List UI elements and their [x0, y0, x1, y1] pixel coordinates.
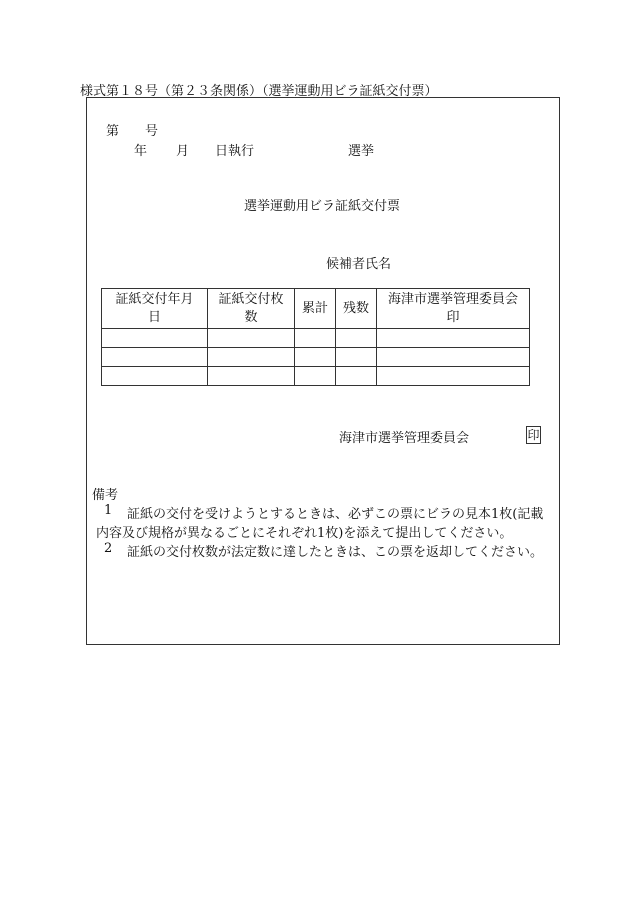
- table-cell[interactable]: [336, 348, 377, 367]
- table-cell[interactable]: [208, 329, 295, 348]
- header-committee-seal: [377, 289, 530, 329]
- seal-box: 印: [527, 428, 540, 442]
- header-issue-count: [208, 289, 295, 329]
- issuer-name: 海津市選挙管理委員会: [339, 431, 470, 446]
- form-header: 様式第１８号（第２３条関係）（選挙運動用ビラ証紙交付票）: [80, 84, 438, 99]
- table-row: [102, 329, 530, 348]
- date-year-label: 年: [134, 144, 148, 159]
- header-remaining: [336, 289, 377, 329]
- remarks-heading: 備考: [92, 488, 119, 503]
- table-cell[interactable]: [295, 367, 336, 386]
- header-committee-seal-line1: 海津市選挙管理委員会: [387, 291, 518, 307]
- table-cell[interactable]: [336, 367, 377, 386]
- table-cell[interactable]: [377, 367, 530, 386]
- header-issue-date-line2: 日: [147, 309, 161, 325]
- candidate-name-label: 候補者氏名: [326, 257, 392, 272]
- number-line: 第 号: [106, 124, 159, 139]
- table-cell[interactable]: [102, 348, 208, 367]
- election-label: 選挙: [348, 144, 375, 159]
- header-remaining-label: 残数: [342, 300, 369, 316]
- table-cell[interactable]: [102, 367, 208, 386]
- remark-2-line1: 証紙の交付枚数が法定数に達したときは、この票を返却してください。: [127, 545, 544, 560]
- date-month-label: 月: [176, 144, 190, 159]
- header-issue-count-line2: 数: [244, 309, 258, 325]
- table-cell[interactable]: [377, 348, 530, 367]
- issue-table: [101, 288, 530, 386]
- table-row: [102, 348, 530, 367]
- date-day-enforced-label: 日執行: [215, 144, 255, 159]
- table-cell[interactable]: [377, 329, 530, 348]
- table-header-row: [102, 289, 530, 329]
- header-cumulative-label: 累計: [301, 300, 328, 316]
- form-title: 選挙運動用ビラ証紙交付票: [244, 199, 401, 214]
- header-committee-seal-line2: 印: [446, 309, 460, 325]
- header-cumulative: [295, 289, 336, 329]
- header-issue-count-line1: 証紙交付枚: [218, 291, 284, 307]
- remark-1-line1: 証紙の交付を受けようとするときは、必ずこの票にビラの見本1枚(記載: [127, 507, 544, 522]
- table-cell[interactable]: [295, 348, 336, 367]
- table-cell[interactable]: [336, 329, 377, 348]
- header-issue-date: [102, 289, 208, 329]
- remark-2-number: 2: [104, 541, 113, 556]
- remark-1-line2: 内容及び規格が異なるごとにそれぞれ1枚)を添えて提出してください。: [96, 526, 513, 541]
- table-cell[interactable]: [208, 348, 295, 367]
- table-cell[interactable]: [295, 329, 336, 348]
- table-cell[interactable]: [102, 329, 208, 348]
- table-row: [102, 367, 530, 386]
- remark-1-number: 1: [104, 503, 113, 518]
- header-issue-date-line1: 証紙交付年月: [115, 291, 194, 307]
- table-cell[interactable]: [208, 367, 295, 386]
